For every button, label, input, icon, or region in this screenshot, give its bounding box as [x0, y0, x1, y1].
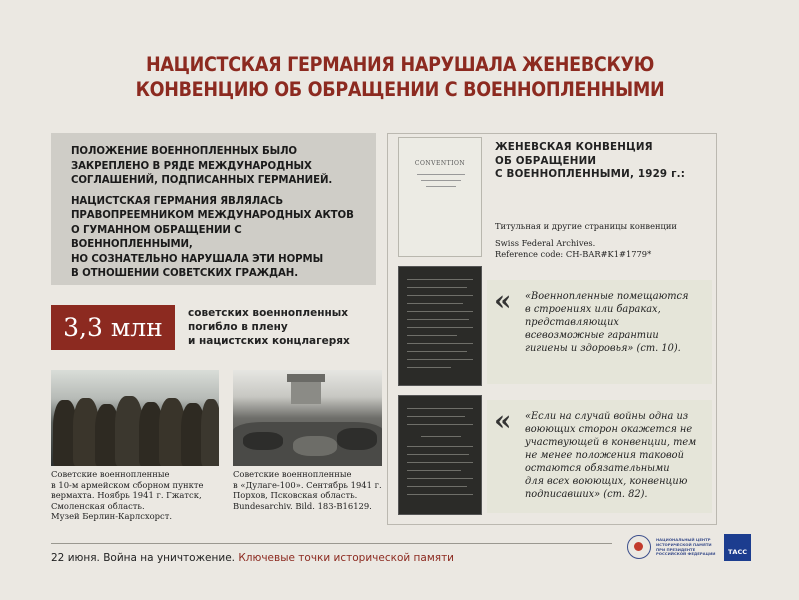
- page-title: [40, 52, 760, 102]
- convention-source: Swiss Federal Archives. Reference code: CH-BAR#K1#1779*: [495, 238, 652, 259]
- quote-mark-icon: «: [494, 284, 512, 317]
- convention-subtitle: Титульная и другие страницы конвенции: [495, 221, 677, 231]
- tass-logo: ТАСС: [724, 534, 751, 561]
- intro-box: [51, 133, 376, 285]
- stat-value: 3,3 млн: [51, 305, 175, 350]
- page-title-line-2: КОНВЕНЦИЮ ОБ ОБРАЩЕНИИ С ВОЕННОПЛЕННЫМИ: [135, 78, 665, 101]
- intro-paragraph-1: ПОЛОЖЕНИЕ ВОЕННОПЛЕННЫХ БЫЛО ЗАКРЕПЛЕНО В РЯДЕ МЕЖДУНАРОДНЫХ СОГЛАШЕНИЙ, ПОДПИСАННЫХ ГЕРМАНИЕЙ.: [71, 146, 333, 186]
- quote-text-2: «Если на случай войны одна из воюющих сторон окажется не участвующей в конвенции, тем не менее положения таковой остаются обязательными для всех воюющих, конвенцию подписавших» (ст. 82).: [525, 411, 697, 500]
- intro-paragraph-2: НАЦИСТСКАЯ ГЕРМАНИЯ ЯВЛЯЛАСЬ ПРАВОПРЕЕМНИКОМ МЕЖДУНАРОДНЫХ АКТОВ О ГУМАННОМ ОБРАЩЕНИИ С ВОЕННОПЛЕННЫМИ, НО СОЗНАТЕЛЬНО НАРУШАЛА ЭТИ НОРМЫ В ОТНОШЕНИИ СОВЕТСКИХ ГРАЖДАН.: [71, 195, 354, 279]
- convention-page-2: [398, 266, 482, 386]
- quote-article-82: [487, 400, 712, 513]
- footer: [51, 552, 611, 564]
- footer-divider: [51, 543, 612, 544]
- photo-prisoners-gzhatsk: [51, 370, 219, 466]
- quote-mark-icon: «: [494, 404, 512, 437]
- convention-cover-page: [398, 137, 482, 257]
- convention-page-3: [398, 395, 482, 515]
- stat-description: советских военнопленных погибло в плену и нацистских концлагерях: [188, 307, 350, 347]
- photo-caption-1: Советские военнопленные в 10-м армейском сборном пункте вермахта. Ноябрь 1941 г. Гжатск, Смоленская область. Музей Берлин-Карлсхорст.: [51, 469, 204, 522]
- footer-accent: Ключевые точки исторической памяти: [238, 552, 455, 564]
- page-title-line-1: НАЦИСТСКАЯ ГЕРМАНИЯ НАРУШАЛА ЖЕНЕВСКУЮ: [145, 53, 655, 76]
- photo-prisoners-porkhov: [233, 370, 382, 466]
- quote-article-10: [487, 280, 712, 384]
- national-center-logo: [627, 535, 722, 563]
- quote-text-1: «Военнопленные помещаются в строениях или бараках, представляющих всевозможные гарантии гигиены и здоровья» (ст. 10).: [525, 291, 689, 354]
- photo-caption-2: Советские военнопленные в «Дулаге-100». Сентябрь 1941 г. Порхов, Псковская область. Bundesarchiv. Bild. 183-B16129.: [233, 469, 382, 511]
- emblem-icon: [627, 535, 651, 559]
- convention-title: ЖЕНЕВСКАЯ КОНВЕНЦИЯ ОБ ОБРАЩЕНИИ С ВОЕННОПЛЕННЫМИ, 1929 г.:: [495, 141, 686, 180]
- cover-title: CONVENTION: [414, 160, 466, 167]
- footer-main: 22 июня. Война на уничтожение.: [51, 552, 235, 564]
- national-center-logo-text: НАЦИОНАЛЬНЫЙ ЦЕНТР ИСТОРИЧЕСКОЙ ПАМЯТИ ПРИ ПРЕЗИДЕНТЕ РОССИЙСКОЙ ФЕДЕРАЦИИ: [656, 537, 716, 557]
